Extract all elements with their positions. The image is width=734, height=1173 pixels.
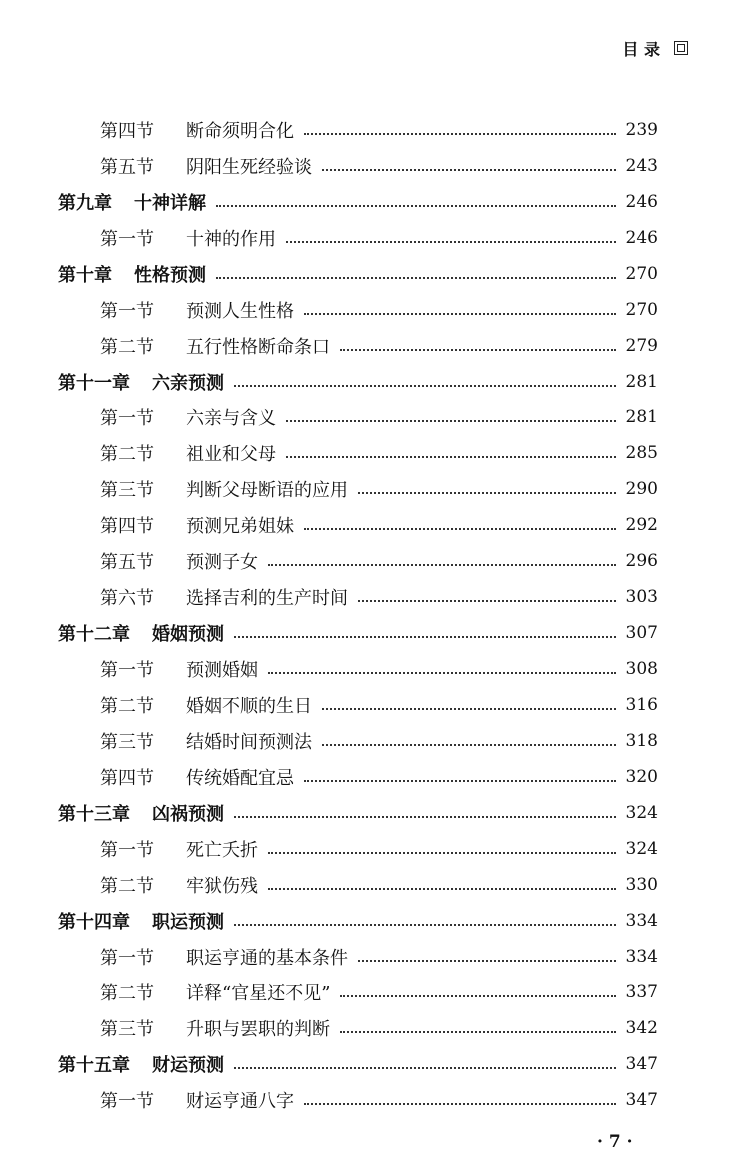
entry-number: 第五节 — [100, 552, 154, 574]
entry-number: 第九章 — [58, 192, 112, 214]
entry-page-number: 324 — [625, 838, 658, 859]
entry-title: 升职与罢职的判断 — [186, 1019, 330, 1041]
entry-number: 第五节 — [100, 156, 154, 178]
entry-number: 第一节 — [100, 660, 154, 682]
entry-number: 第十二章 — [58, 624, 130, 646]
dot-leader — [286, 456, 616, 458]
dot-leader — [358, 600, 616, 602]
dot-leader — [340, 349, 616, 351]
dot-leader — [268, 672, 616, 674]
toc-section-entry — [0, 112, 734, 148]
entry-title: 十神的作用 — [186, 228, 276, 250]
entry-page-number: 320 — [625, 766, 658, 787]
toc-chapter-entry — [0, 615, 734, 651]
dot-leader — [234, 816, 616, 818]
toc-chapter-entry — [0, 795, 734, 831]
dot-leader — [304, 313, 616, 315]
toc-section-entry — [0, 975, 734, 1011]
entry-page-number: 285 — [625, 443, 658, 464]
toc-section-entry — [0, 867, 734, 903]
toc-chapter-entry — [0, 256, 734, 292]
entry-number: 第四节 — [100, 767, 154, 789]
toc-section-entry — [0, 400, 734, 436]
entry-page-number: 330 — [625, 874, 658, 895]
entry-page-number: 243 — [625, 155, 658, 176]
toc-section-entry — [0, 759, 734, 795]
toc-section-entry — [0, 328, 734, 364]
entry-title: 传统婚配宜忌 — [186, 767, 294, 789]
entry-page-number: 334 — [625, 946, 658, 967]
toc-section-entry — [0, 651, 734, 687]
dot-leader — [234, 385, 616, 387]
entry-page-number: 318 — [625, 730, 658, 751]
toc-section-entry — [0, 1010, 734, 1046]
entry-page-number: 308 — [625, 659, 658, 680]
entry-number: 第二节 — [100, 336, 154, 358]
entry-title: 牢狱伤残 — [186, 875, 258, 897]
entry-page-number: 281 — [625, 371, 658, 392]
entry-title: 死亡夭折 — [186, 839, 258, 861]
entry-page-number: 347 — [625, 1054, 658, 1075]
toc-section-entry — [0, 939, 734, 975]
entry-title: 五行性格断命条口 — [186, 336, 330, 358]
entry-page-number: 334 — [625, 910, 658, 931]
entry-number: 第一节 — [100, 839, 154, 861]
entry-number: 第二节 — [100, 695, 154, 717]
toc-section-entry — [0, 148, 734, 184]
entry-title: 预测婚姻 — [186, 660, 258, 682]
table-of-contents — [0, 112, 734, 1118]
header-title: 目 录 — [622, 39, 660, 59]
entry-title: 财运亨通八字 — [186, 1091, 294, 1113]
entry-title: 职运亨通的基本条件 — [186, 947, 348, 969]
entry-title: 预测人生性格 — [186, 300, 294, 322]
entry-title: 婚姻预测 — [152, 624, 224, 646]
running-header — [622, 36, 688, 60]
dot-leader — [340, 995, 616, 997]
entry-number: 第一节 — [100, 300, 154, 322]
entry-title: 选择吉利的生产时间 — [186, 588, 348, 610]
dot-leader — [234, 636, 616, 638]
dot-leader — [304, 133, 616, 135]
toc-chapter-entry — [0, 184, 734, 220]
toc-section-entry — [0, 579, 734, 615]
dot-leader — [286, 241, 616, 243]
entry-number: 第十四章 — [58, 911, 130, 933]
toc-section-entry — [0, 507, 734, 543]
entry-number: 第三节 — [100, 731, 154, 753]
entry-number: 第一节 — [100, 947, 154, 969]
entry-number: 第一节 — [100, 408, 154, 430]
entry-number: 第十一章 — [58, 372, 130, 394]
entry-title: 祖业和父母 — [186, 444, 276, 466]
entry-title: 结婚时间预测法 — [186, 731, 312, 753]
square-mark-icon — [674, 41, 688, 55]
entry-title: 六亲预测 — [152, 372, 224, 394]
dot-leader — [322, 169, 616, 171]
dot-leader — [268, 888, 616, 890]
entry-page-number: 337 — [625, 982, 658, 1003]
entry-number: 第十三章 — [58, 803, 130, 825]
toc-chapter-entry — [0, 364, 734, 400]
toc-section-entry — [0, 220, 734, 256]
entry-page-number: 239 — [625, 119, 658, 140]
entry-number: 第二节 — [100, 983, 154, 1005]
entry-number: 第二节 — [100, 444, 154, 466]
entry-title: 详释“官星还不见” — [186, 983, 331, 1005]
toc-section-entry — [0, 723, 734, 759]
entry-title: 预测兄弟姐妹 — [186, 516, 294, 538]
entry-page-number: 281 — [625, 407, 658, 428]
dot-leader — [286, 420, 616, 422]
entry-title: 财运预测 — [152, 1055, 224, 1077]
entry-number: 第六节 — [100, 588, 154, 610]
toc-section-entry — [0, 292, 734, 328]
entry-page-number: 347 — [625, 1090, 658, 1111]
dot-leader — [322, 708, 616, 710]
entry-title: 判断父母断语的应用 — [186, 480, 348, 502]
entry-number: 第一节 — [100, 1091, 154, 1113]
entry-page-number: 316 — [625, 694, 658, 715]
dot-leader — [358, 492, 616, 494]
entry-number: 第三节 — [100, 480, 154, 502]
entry-title: 断命须明合化 — [186, 120, 294, 142]
dot-leader — [304, 780, 616, 782]
entry-page-number: 270 — [625, 263, 658, 284]
dot-leader — [304, 1103, 616, 1105]
entry-page-number: 270 — [625, 299, 658, 320]
page-number: · 7 · — [597, 1132, 633, 1152]
entry-number: 第三节 — [100, 1019, 154, 1041]
dot-leader — [322, 744, 616, 746]
entry-number: 第四节 — [100, 516, 154, 538]
entry-page-number: 279 — [625, 335, 658, 356]
dot-leader — [216, 205, 616, 207]
entry-title: 婚姻不顺的生日 — [186, 695, 312, 717]
entry-title: 职运预测 — [152, 911, 224, 933]
toc-chapter-entry — [0, 903, 734, 939]
toc-section-entry — [0, 435, 734, 471]
dot-leader — [304, 528, 616, 530]
entry-number: 第一节 — [100, 228, 154, 250]
dot-leader — [268, 852, 616, 854]
entry-page-number: 296 — [625, 551, 658, 572]
toc-section-entry — [0, 1082, 734, 1118]
entry-number: 第十章 — [58, 264, 112, 286]
toc-section-entry — [0, 471, 734, 507]
toc-section-entry — [0, 831, 734, 867]
entry-title: 预测子女 — [186, 552, 258, 574]
entry-page-number: 324 — [625, 802, 658, 823]
entry-page-number: 290 — [625, 479, 658, 500]
dot-leader — [340, 1031, 616, 1033]
toc-chapter-entry — [0, 1046, 734, 1082]
dot-leader — [234, 924, 616, 926]
entry-number: 第二节 — [100, 875, 154, 897]
entry-page-number: 342 — [625, 1018, 658, 1039]
entry-page-number: 292 — [625, 515, 658, 536]
entry-page-number: 307 — [625, 623, 658, 644]
entry-title: 阴阳生死经验谈 — [186, 156, 312, 178]
dot-leader — [268, 564, 616, 566]
toc-section-entry — [0, 543, 734, 579]
dot-leader — [216, 277, 616, 279]
toc-section-entry — [0, 687, 734, 723]
entry-title: 六亲与含义 — [186, 408, 276, 430]
entry-title: 性格预测 — [134, 264, 206, 286]
entry-page-number: 303 — [625, 587, 658, 608]
entry-number: 第十五章 — [58, 1055, 130, 1077]
dot-leader — [234, 1067, 616, 1069]
entry-title: 凶祸预测 — [152, 803, 224, 825]
dot-leader — [358, 960, 616, 962]
entry-title: 十神详解 — [134, 192, 206, 214]
entry-number: 第四节 — [100, 120, 154, 142]
entry-page-number: 246 — [625, 191, 658, 212]
entry-page-number: 246 — [625, 227, 658, 248]
